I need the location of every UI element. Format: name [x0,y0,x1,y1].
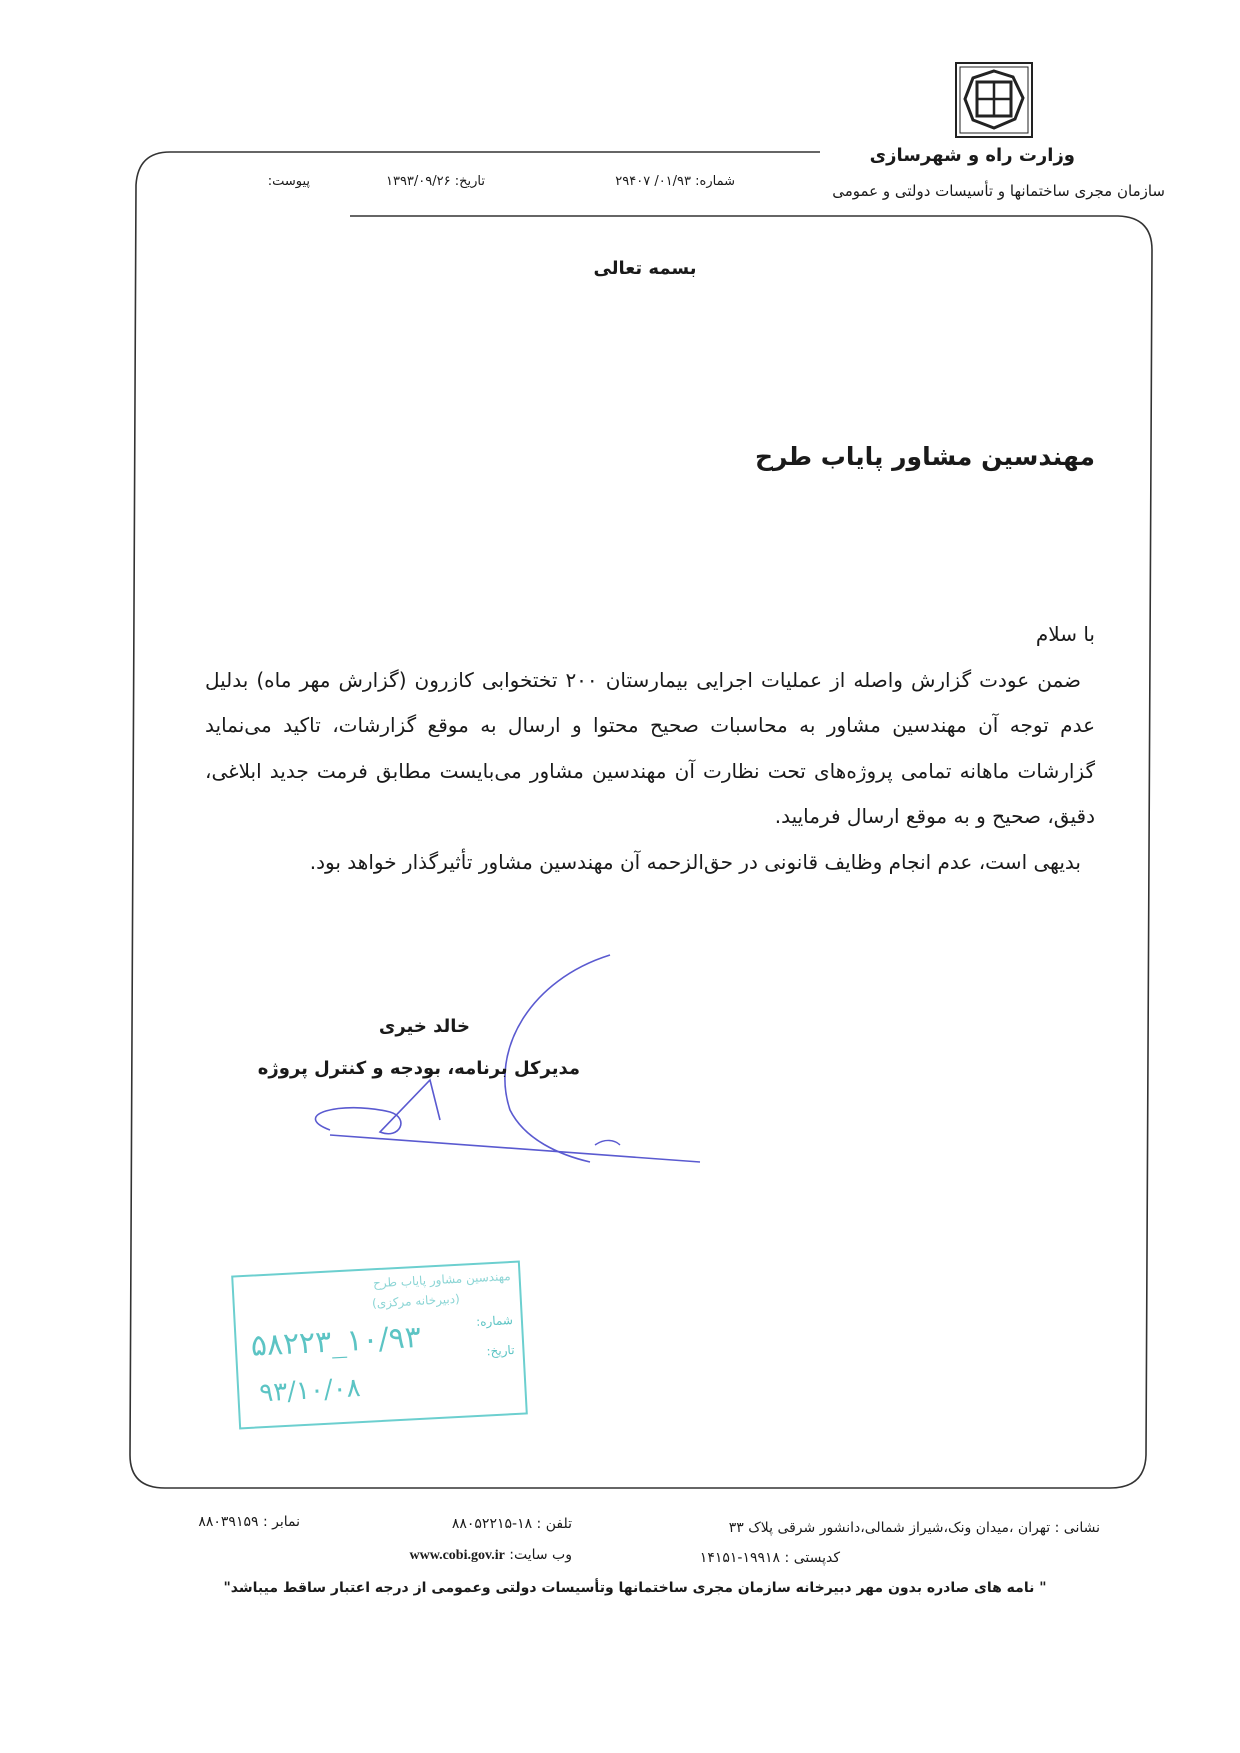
footer-postal-code: کدپستی : ۱۹۹۱۸-۱۴۱۵۱ [699,1550,840,1566]
signatory-name: خالد خیری [378,1016,470,1037]
footer-website [410,1547,572,1564]
stamp-number: ۱۰/۹۳_۵۸۲۲۳ [249,1319,422,1364]
paragraph-1: ضمن عودت گزارش واصله از عملیات اجرایی بیمارستان ۲۰۰ تختخوابی کازرون (گزارش مهر ماه) بدلیل عدم توجه آن مهندسین مشاور به محاسبات صحیح محتوا و ارسال به موقع گزارشات، تاکید می‌نماید گزارشات ماهانه تمامی پروژه‌های تحت نظارت آن مهندسین مشاور می‌بایست مطابق فرمت جدید ابلاغی، دقیق، صحیح و به موقع ارسال فرمایید. [205,667,1095,828]
letter-date [386,174,485,189]
stamp-line-2: (دبیرخانه مرکزی) [371,1291,461,1311]
signatory-title: مدیرکل برنامه، بودجه و کنترل پروژه [257,1058,580,1079]
date-value: ۱۳۹۳/۰۹/۲۶ [385,174,451,189]
ministry-name: وزارت راه و شهرسازی [869,145,1075,166]
ministry-logo-icon [955,62,1033,138]
stamp-number-label: شماره: [475,1312,514,1329]
footer-fax: نمابر : ۸۸۰۳۹۱۵۹ [198,1514,300,1530]
greeting: با سلام [1035,622,1095,646]
website-link[interactable]: www.cobi.gov.ir [409,1548,505,1563]
stamp-date: ۹۳/۱۰/۰۸ [258,1373,362,1409]
letter-number [615,174,735,189]
number-value: ۰۱/۹۳/ ۲۹۴۰۷ [615,174,692,189]
recipient: مهندسین مشاور پایاب طرح [754,442,1095,471]
secretariat-stamp [231,1261,528,1430]
letter-body [205,612,1095,885]
number-label: شماره: [695,174,735,189]
stamp-line-1: مهندسین مشاور پایاب طرح [372,1269,511,1291]
attachment-label: پیوست: [267,174,310,189]
invocation: بسمه تعالی [593,258,697,279]
footer-address: نشانی : تهران ،میدان ونک،شیراز شمالی،دانشور شرقی پلاک ۳۳ [728,1520,1100,1536]
website-label: وب سایت: [509,1547,572,1563]
organization-name: سازمان مجری ساختمانها و تأسیسات دولتی و عمومی [832,182,1165,200]
stamp-date-label: تاریخ: [486,1342,515,1359]
footer-phone: تلفن : ۱۸-۸۸۰۵۲۲۱۵ [451,1516,572,1532]
footer-notice: " نامه های صادره بدون مهر دبیرخانه سازمان مجری ساختمانها وتأسیسات دولتی وعمومی از درجه اعتبار ساقط میباشد" [223,1580,1047,1596]
date-label: تاریخ: [454,174,485,189]
paragraph-2: بدیهی است، عدم انجام وظایف قانونی در حق‌الزحمه آن مهندسین مشاور تأثیرگذار خواهد بود. [309,849,1081,874]
